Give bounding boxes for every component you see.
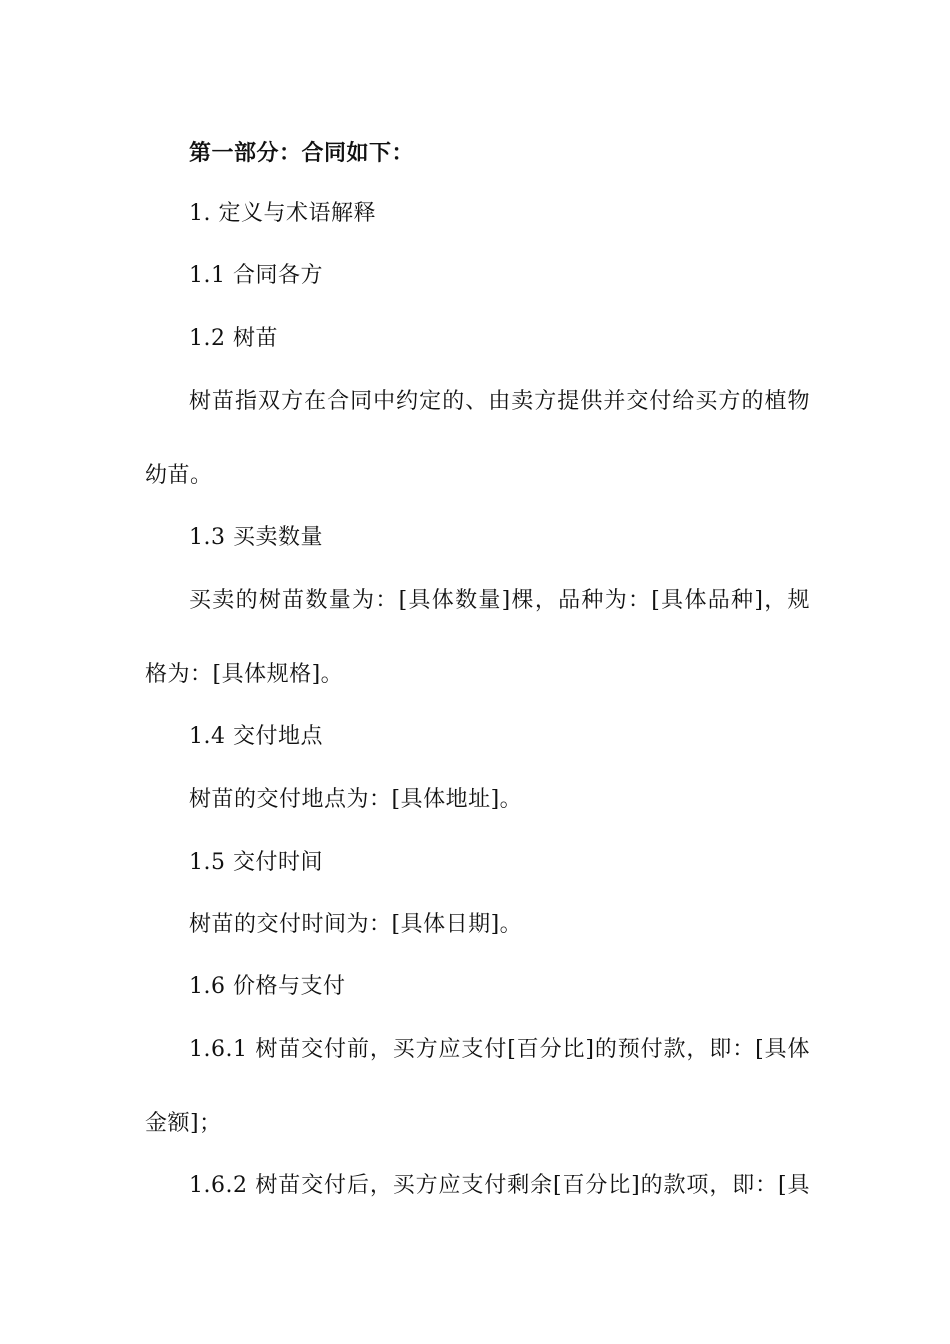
section-1-3-title: 1.3 买卖数量 [189,525,323,550]
section-1-2-title: 1.2 树苗 [189,326,278,351]
section-1-2-paragraph-line-2: 幼苗。 [145,463,213,488]
section-1-4-paragraph: 树苗的交付地点为：[具体地址]。 [189,787,523,812]
section-1-6-1-line-1: 1.6.1 树苗交付前，买方应支付[百分比]的预付款，即：[具体 [189,1037,810,1062]
section-1-3-paragraph-line-1: 买卖的树苗数量为：[具体数量]棵，品种为：[具体品种]，规 [189,588,810,613]
section-1-1-title: 1.1 合同各方 [189,263,323,288]
section-1-2-paragraph-line-1: 树苗指双方在合同中约定的、由卖方提供并交付给买方的植物 [189,389,810,414]
section-1-6-1-line-2: 金额]； [145,1111,222,1136]
section-1-title: 1. 定义与术语解释 [189,201,376,226]
section-1-4-title: 1.4 交付地点 [189,724,323,749]
part-heading: 第一部分：合同如下： [189,140,415,166]
section-1-6-2-line-1: 1.6.2 树苗交付后，买方应支付剩余[百分比]的款项，即：[具 [189,1173,810,1198]
section-1-5-title: 1.5 交付时间 [189,850,323,875]
section-1-5-paragraph: 树苗的交付时间为：[具体日期]。 [189,912,523,937]
section-1-6-title: 1.6 价格与支付 [189,974,346,999]
section-1-3-paragraph-line-2: 格为：[具体规格]。 [145,662,344,687]
